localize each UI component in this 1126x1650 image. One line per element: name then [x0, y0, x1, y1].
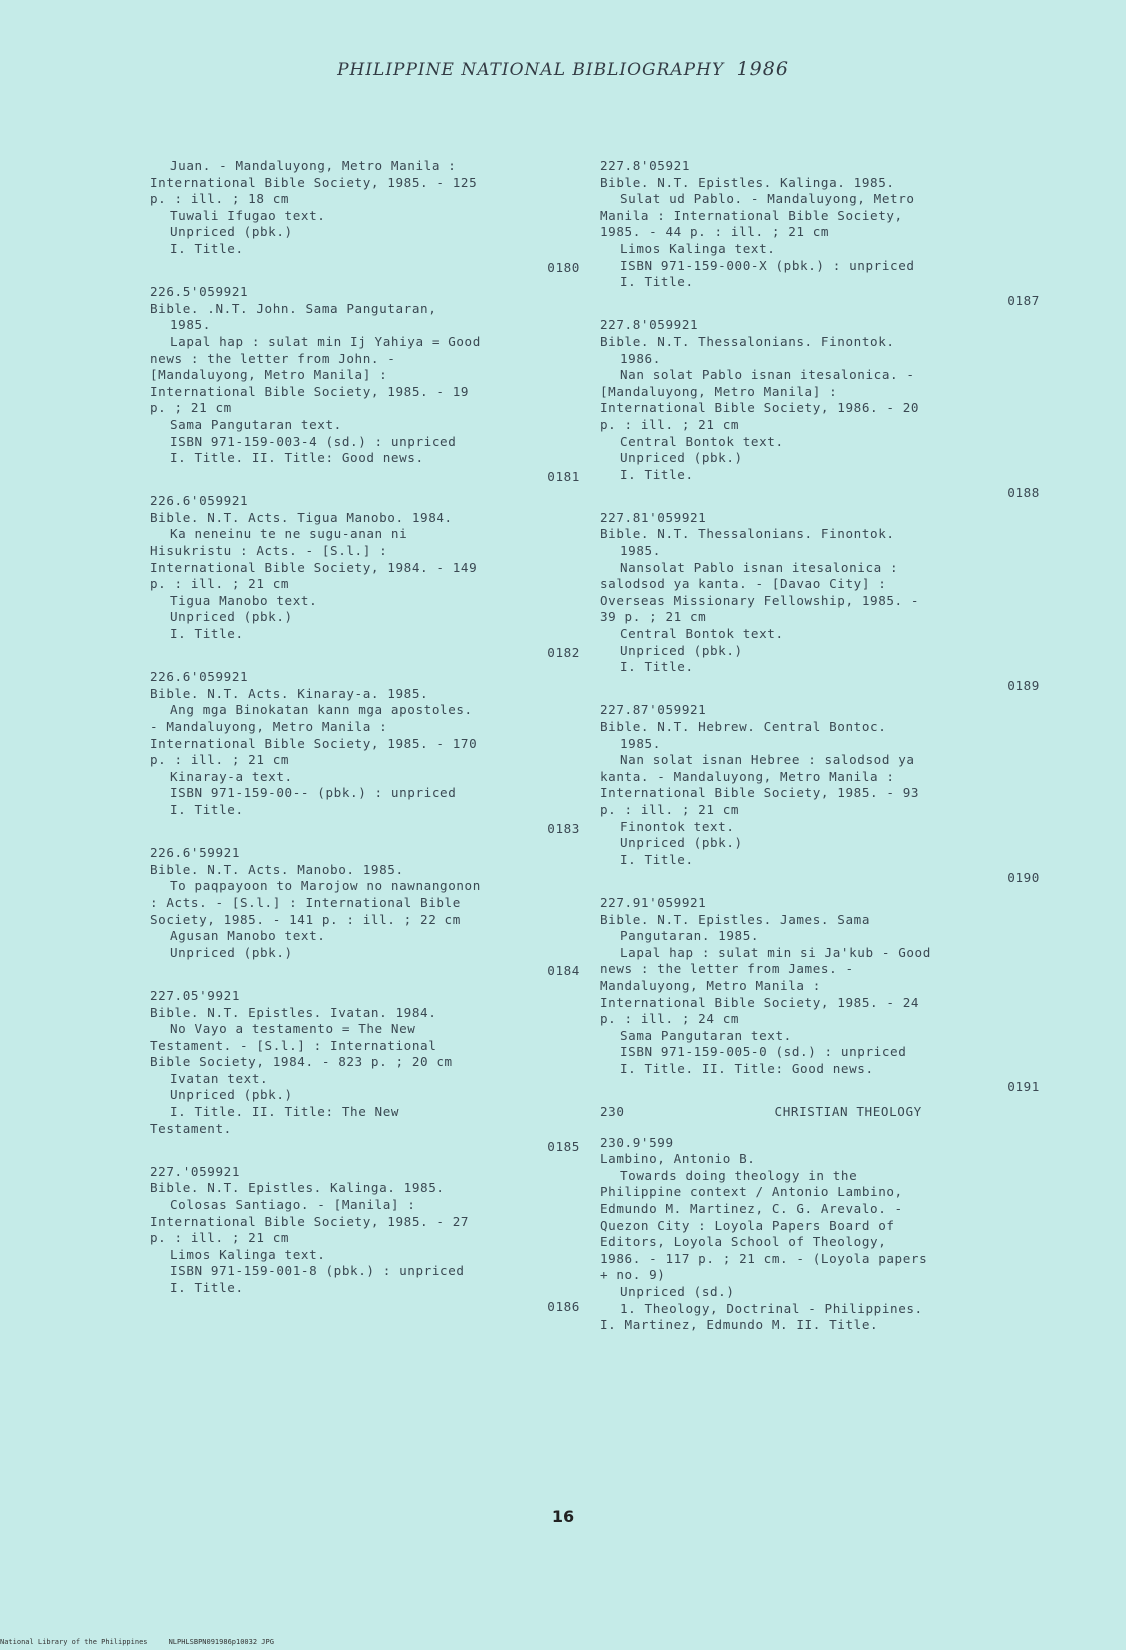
section-heading	[600, 1104, 1040, 1121]
entry-line: 226.6'59921	[150, 845, 241, 861]
entry-line: International Bible Society, 1985. - 125	[150, 174, 478, 190]
left-column	[150, 158, 580, 1323]
entry-line: Tuwali Ifugao text.	[170, 207, 326, 223]
entry-number: 0190	[1007, 870, 1040, 886]
entry-line: - Mandaluyong, Metro Manila :	[150, 719, 388, 734]
entry-line: 1985.	[620, 735, 661, 751]
footer-credit: National Library of the Philippines NLPHLSBPN091986p10032 JPG	[0, 1638, 274, 1646]
entry-line: Sama Pangutaran text.	[620, 1027, 792, 1043]
bibliography-entry	[600, 317, 1040, 502]
entry-line: International Bible Society, 1985. - 19	[150, 383, 470, 399]
bibliography-entry	[150, 158, 580, 276]
entry-line: 227.05'9921	[150, 987, 241, 1003]
entry-line: I. Title. II. Title: Good news.	[620, 1060, 874, 1076]
entry-line: I. Title.	[170, 1280, 244, 1295]
entry-line: Philippine context / Antonio Lambino,	[600, 1184, 903, 1200]
entry-line: Bible. N.T. Epistles. Ivatan. 1984.	[150, 1004, 437, 1020]
entry-line: Nan solat Pablo isnan itesalonica. -	[620, 367, 915, 383]
entry-line: Testament. - [S.l.] : International	[150, 1037, 437, 1053]
entry-number: 0185	[547, 1139, 580, 1155]
entry-line: International Bible Society, 1985. - 24	[600, 994, 920, 1010]
entry-line: Bible. N.T. Acts. Kinaray-a. 1985.	[150, 685, 429, 701]
entry-line: Unpriced (pbk.)	[170, 944, 293, 960]
entry-line: ISBN 971-159-001-8 (pbk.) : unpriced	[170, 1263, 465, 1279]
entry-line: International Bible Society, 1985. - 170	[150, 735, 478, 751]
entry-line: Unpriced (pbk.)	[620, 835, 743, 851]
entry-number: 0191	[1007, 1079, 1040, 1095]
entry-line: International Bible Society, 1985. - 93	[600, 785, 920, 801]
entry-line: 1986.	[620, 350, 661, 366]
entry-line: ISBN 971-159-000-X (pbk.) : unpriced	[620, 257, 915, 273]
entry-line: Colosas Santiago. - [Manila] :	[170, 1197, 416, 1213]
entry-line: International Bible Society, 1986. - 20	[600, 400, 920, 416]
entry-line: p. : ill. ; 21 cm	[150, 752, 290, 768]
entry-line: Bible. .N.T. John. Sama Pangutaran,	[150, 300, 437, 316]
entry-line: 227.8'05921	[600, 158, 691, 173]
entry-number: 0180	[547, 259, 580, 275]
bibliography-entry	[150, 845, 580, 980]
entry-line: 230.9'599	[600, 1134, 674, 1150]
bibliography-entry	[600, 1135, 1040, 1334]
entry-line: 227.87'059921	[600, 702, 707, 718]
entry-line: I. Title. II. Title: Good news.	[170, 450, 424, 466]
entry-line: Unpriced (pbk.)	[170, 224, 293, 240]
entry-line: I. Title.	[170, 801, 244, 817]
entry-line: Edmundo M. Martinez, C. G. Arevalo. -	[600, 1201, 903, 1217]
entry-line: p. : ill. ; 18 cm	[150, 191, 290, 207]
entry-line: Overseas Missionary Fellowship, 1985. -	[600, 592, 920, 608]
entry-line: Bible. N.T. Hebrew. Central Bontoc.	[600, 719, 887, 734]
entry-line: 226.6'059921	[150, 669, 249, 685]
entry-line: Pangutaran. 1985.	[620, 928, 760, 944]
entry-line: I. Title.	[620, 274, 694, 290]
page-number: 16	[551, 1507, 575, 1526]
entry-line: Bible. N.T. Acts. Tigua Manobo. 1984.	[150, 509, 453, 525]
entry-line: 227.91'059921	[600, 894, 707, 910]
right-column	[600, 158, 1040, 1342]
entry-line: Finontok text.	[620, 818, 735, 834]
entry-line: Society, 1985. - 141 p. : ill. ; 22 cm	[150, 911, 461, 927]
bibliography-entry	[150, 669, 580, 837]
entry-line: 1986. - 117 p. ; 21 cm. - (Loyola papers	[600, 1250, 928, 1266]
entry-line: Editors, Loyola School of Theology,	[600, 1234, 887, 1250]
entry-line: Unpriced (pbk.)	[620, 642, 743, 658]
entry-line: Unpriced (pbk.)	[170, 609, 293, 625]
entry-line: Lapal hap : sulat min si Ja'kub - Good	[620, 944, 931, 960]
entry-line: Nan solat isnan Hebree : salodsod ya	[620, 752, 915, 768]
entry-line: Nansolat Pablo isnan itesalonica :	[620, 559, 899, 575]
entry-number: 0189	[1007, 677, 1040, 693]
entry-line: Sulat ud Pablo. - Mandaluyong, Metro	[620, 191, 915, 207]
entry-line: Lapal hap : sulat min Ij Yahiya = Good	[170, 333, 481, 349]
entry-number: 0187	[1007, 292, 1040, 308]
entry-number: 0181	[547, 468, 580, 484]
bibliography-entry	[150, 988, 580, 1156]
entry-line: Lambino, Antonio B.	[600, 1151, 756, 1167]
entry-line: Ka neneinu te ne sugu-anan ni	[170, 526, 408, 542]
entry-line: p. : ill. ; 21 cm	[600, 801, 740, 817]
entry-line: Tigua Manobo text.	[170, 592, 318, 608]
entry-line: 227.81'059921	[600, 509, 707, 525]
entry-line: Manila : International Bible Society,	[600, 207, 903, 223]
section-code: 230	[600, 1104, 625, 1120]
bibliography-entry	[600, 895, 1040, 1096]
entry-line: p. ; 21 cm	[150, 400, 232, 416]
header-title: PHILIPPINE NATIONAL BIBLIOGRAPHY	[337, 60, 725, 80]
entry-line: Unpriced (pbk.)	[170, 1087, 293, 1103]
section-title: CHRISTIAN THEOLOGY	[774, 1104, 922, 1120]
entry-line: Central Bontok text.	[620, 626, 784, 642]
entry-line: Bible. N.T. Acts. Manobo. 1985.	[150, 861, 404, 877]
entry-number: 0186	[547, 1298, 580, 1314]
entry-line: [Mandaluyong, Metro Manila] :	[600, 383, 838, 399]
entry-line: I. Title.	[620, 851, 694, 867]
entry-number: 0183	[547, 820, 580, 836]
entry-line: International Bible Society, 1984. - 149	[150, 559, 478, 575]
entry-line: Unpriced (pbk.)	[620, 450, 743, 466]
bibliography-entry	[150, 284, 580, 485]
entry-line: Bible. N.T. Thessalonians. Finontok.	[600, 333, 895, 349]
entry-line: I. Title.	[620, 659, 694, 675]
entry-line: 227.'059921	[150, 1163, 241, 1179]
entry-line: ISBN 971-159-005-0 (sd.) : unpriced	[620, 1044, 907, 1060]
entry-line: 1985. - 44 p. : ill. ; 21 cm	[600, 224, 830, 240]
entry-line: ISBN 971-159-00-- (pbk.) : unpriced	[170, 785, 457, 801]
entry-line: news : the letter from John. -	[150, 350, 396, 366]
entry-line: Juan. - Mandaluyong, Metro Manila :	[170, 158, 457, 173]
entry-line: kanta. - Mandaluyong, Metro Manila :	[600, 768, 895, 784]
entry-line: I. Title.	[170, 626, 244, 642]
entry-line: 1985.	[170, 317, 211, 333]
entry-line: I. Title.	[170, 240, 244, 256]
entry-line: Bible Society, 1984. - 823 p. ; 20 cm	[150, 1054, 453, 1070]
entry-line: salodsod ya kanta. - [Davao City] :	[600, 576, 887, 592]
header-year: 1986	[736, 58, 789, 80]
entry-line: : Acts. - [S.l.] : International Bible	[150, 894, 461, 910]
entry-line: Hisukristu : Acts. - [S.l.] :	[150, 543, 388, 559]
entry-line: Limos Kalinga text.	[170, 1246, 326, 1262]
entry-line: I. Martinez, Edmundo M. II. Title.	[600, 1317, 879, 1333]
entry-number: 0184	[547, 963, 580, 979]
entry-line: p. : ill. ; 21 cm	[600, 416, 740, 432]
entry-line: Kinaray-a text.	[170, 768, 293, 784]
entry-line: + no. 9)	[600, 1267, 666, 1283]
entry-line: Testament.	[150, 1120, 232, 1136]
entry-line: Quezon City : Loyola Papers Board of	[600, 1217, 895, 1233]
entry-line: news : the letter from James. -	[600, 961, 854, 977]
bibliography-entry	[150, 493, 580, 661]
bibliography-entry	[150, 1164, 580, 1315]
entry-line: Bible. N.T. Epistles. James. Sama	[600, 911, 871, 927]
entry-line: I. Title. II. Title: The New	[170, 1104, 400, 1120]
entry-line: 1. Theology, Doctrinal - Philippines.	[620, 1300, 923, 1316]
entry-line: Agusan Manobo text.	[170, 928, 326, 944]
entry-line: Bible. N.T. Epistles. Kalinga. 1985.	[150, 1180, 445, 1196]
entry-line: p. : ill. ; 21 cm	[150, 576, 290, 592]
entry-line: 227.8'059921	[600, 317, 699, 333]
entry-line: 226.5'059921	[150, 284, 249, 300]
entry-line: Limos Kalinga text.	[620, 240, 776, 256]
entry-line: Sama Pangutaran text.	[170, 416, 342, 432]
entry-line: No Vayo a testamento = The New	[170, 1021, 416, 1037]
entry-line: 226.6'059921	[150, 493, 249, 509]
entry-line: To paqpayoon to Marojow no nawnangonon	[170, 878, 481, 894]
entry-line: Ang mga Binokatan kann mga apostoles.	[170, 702, 473, 718]
entry-line: I. Title.	[620, 466, 694, 482]
entry-line: Bible. N.T. Thessalonians. Finontok.	[600, 526, 895, 542]
entry-line: 1985.	[620, 543, 661, 559]
entry-line: International Bible Society, 1985. - 27	[150, 1213, 470, 1229]
entry-line: Bible. N.T. Epistles. Kalinga. 1985.	[600, 174, 895, 190]
entry-line: Ivatan text.	[170, 1070, 269, 1086]
bibliography-entry	[600, 510, 1040, 695]
entry-line: Towards doing theology in the	[620, 1167, 858, 1183]
entry-line: p. : ill. ; 21 cm	[150, 1230, 290, 1246]
entry-number: 0188	[1007, 485, 1040, 501]
page-header	[0, 58, 1126, 80]
entry-line: ISBN 971-159-003-4 (sd.) : unpriced	[170, 433, 457, 449]
entry-line: [Mandaluyong, Metro Manila] :	[150, 367, 388, 383]
entry-number: 0182	[547, 644, 580, 660]
entry-line: Mandaluyong, Metro Manila :	[600, 977, 821, 993]
entry-line: Unpriced (sd.)	[620, 1284, 735, 1299]
entry-line: Central Bontok text.	[620, 433, 784, 449]
bibliography-entry	[600, 158, 1040, 309]
entry-line: 39 p. ; 21 cm	[600, 609, 707, 625]
bibliography-entry	[600, 702, 1040, 887]
entry-line: p. : ill. ; 24 cm	[600, 1011, 740, 1027]
